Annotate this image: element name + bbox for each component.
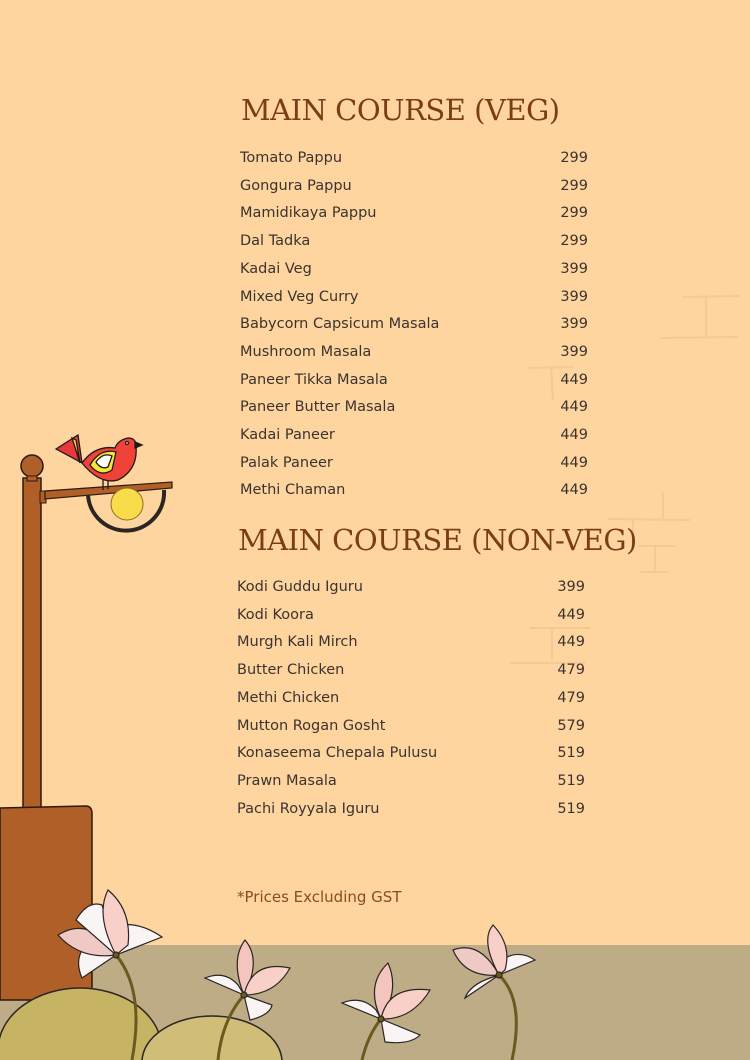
item-price: 479 <box>557 662 585 679</box>
section-title-non-veg: MAIN COURSE (NON-VEG) <box>238 523 637 557</box>
item-price: 579 <box>557 717 585 734</box>
section-title-veg: MAIN COURSE (VEG) <box>241 93 560 127</box>
item-price: 299 <box>560 233 588 250</box>
item-name: Methi Chicken <box>237 689 340 706</box>
item-price: 519 <box>557 800 585 817</box>
item-price: 449 <box>560 371 588 388</box>
item-name: Gongura Pappu <box>240 177 352 194</box>
item-price: 449 <box>560 482 588 499</box>
item-name: Kodi Guddu Iguru <box>237 579 363 595</box>
item-name: Babycorn Capsicum Masala <box>240 316 440 333</box>
item-price: 449 <box>560 454 588 471</box>
item-price: 399 <box>560 316 588 333</box>
item-price: 399 <box>557 579 585 595</box>
item-price: 519 <box>557 745 585 762</box>
item-name: Mushroom Masala <box>240 343 372 360</box>
item-price: 479 <box>557 689 585 706</box>
bell-icon <box>111 488 143 520</box>
item-price: 449 <box>560 427 588 443</box>
item-name: Tomato Pappu <box>240 150 343 166</box>
item-price: 399 <box>560 343 588 360</box>
item-name: Dal Tadka <box>240 233 311 250</box>
gst-note: *Prices Excluding GST <box>237 888 402 906</box>
item-price: 299 <box>560 177 588 194</box>
item-price: 519 <box>557 772 585 789</box>
item-name: Palak Paneer <box>240 454 333 471</box>
item-price: 299 <box>560 150 588 166</box>
item-name: Murgh Kali Mirch <box>237 634 358 651</box>
item-price: 299 <box>560 205 588 222</box>
item-price: 449 <box>557 634 585 651</box>
item-name: Kodi Koora <box>237 606 314 623</box>
item-name: Mamidikaya Pappu <box>240 205 377 222</box>
item-name: Konaseema Chepala Pulusu <box>237 745 438 762</box>
bird-icon <box>56 435 142 490</box>
item-price: 399 <box>560 288 588 305</box>
item-name: Kadai Paneer <box>240 427 335 443</box>
item-name: Paneer Tikka Masala <box>240 371 388 388</box>
item-name: Methi Chaman <box>240 482 346 499</box>
item-name: Kadai Veg <box>240 260 312 277</box>
item-name: Butter Chicken <box>237 662 345 679</box>
item-name: Mixed Veg Curry <box>240 288 359 305</box>
item-price: 399 <box>560 260 588 277</box>
item-price: 449 <box>557 606 585 623</box>
item-name: Pachi Royyala Iguru <box>237 800 380 817</box>
item-name: Prawn Masala <box>237 772 337 789</box>
item-name: Paneer Butter Masala <box>240 399 396 416</box>
item-name: Mutton Rogan Gosht <box>237 717 386 734</box>
item-price: 449 <box>560 399 588 416</box>
